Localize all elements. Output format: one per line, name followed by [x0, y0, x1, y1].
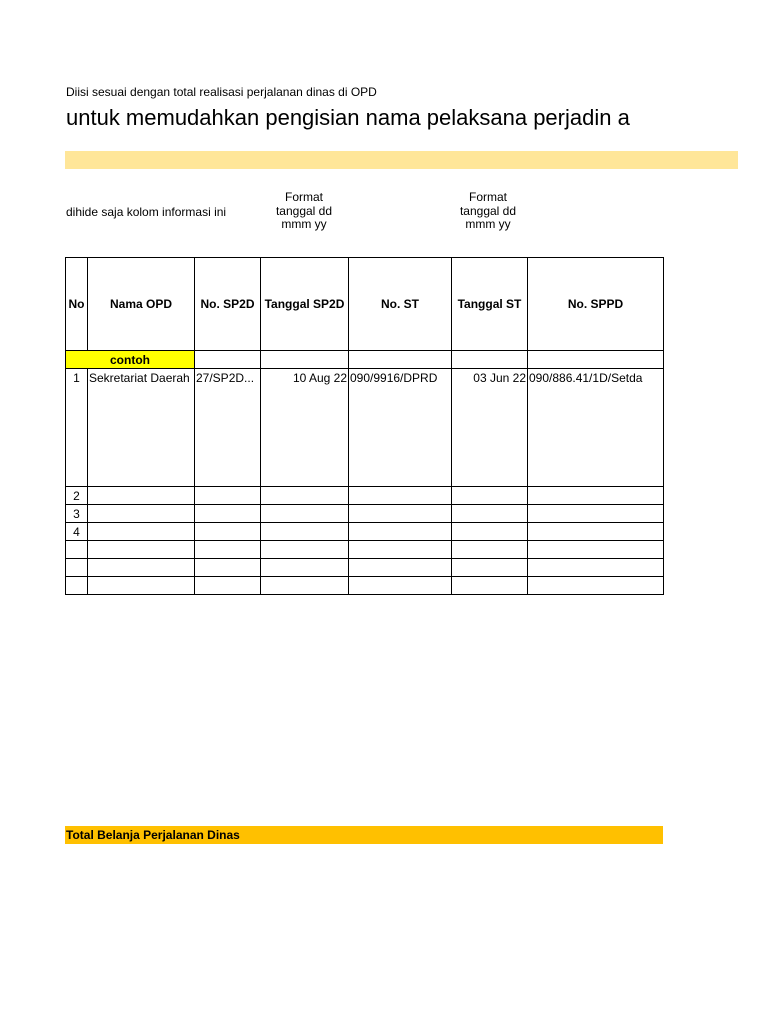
nama-opd-cell[interactable]: Sekretariat Daerah — [88, 369, 195, 487]
row-number[interactable]: 4 — [66, 523, 88, 541]
table-cell[interactable] — [528, 577, 664, 595]
table-cell[interactable] — [452, 523, 528, 541]
table-cell[interactable] — [452, 505, 528, 523]
no-st-cell[interactable]: 090/9916/DPRD — [349, 369, 452, 487]
table-cell[interactable] — [88, 487, 195, 505]
header-no-st[interactable]: No. ST — [349, 258, 452, 351]
row-number[interactable] — [66, 541, 88, 559]
table-cell[interactable] — [528, 351, 664, 369]
table-cell[interactable] — [528, 559, 664, 577]
date-format-note-sp2d: Format tanggal dd mmm yy — [275, 190, 333, 231]
table-cell[interactable] — [88, 559, 195, 577]
table-cell[interactable] — [349, 351, 452, 369]
tanggal-st-cell[interactable]: 03 Jun 22 — [452, 369, 528, 487]
table-cell[interactable] — [88, 577, 195, 595]
table-cell[interactable] — [452, 487, 528, 505]
contoh-row — [66, 351, 664, 369]
table-row — [66, 505, 664, 523]
date-format-note-st: Format tanggal dd mmm yy — [459, 190, 517, 231]
page-title: untuk memudahkan pengisian nama pelaksana perjadin a — [66, 105, 630, 130]
table-row — [66, 369, 664, 487]
table-cell[interactable] — [88, 541, 195, 559]
total-belanja-bar[interactable] — [65, 826, 663, 844]
table-cell[interactable] — [261, 559, 349, 577]
instruction-note: Diisi sesuai dengan total realisasi perjalanan dinas di OPD — [66, 85, 377, 99]
table-cell[interactable] — [349, 577, 452, 595]
table-cell[interactable] — [261, 487, 349, 505]
hide-column-note: dihide saja kolom informasi ini — [66, 205, 227, 219]
header-no[interactable]: No — [66, 258, 88, 351]
table-cell[interactable] — [195, 351, 261, 369]
table-row — [66, 523, 664, 541]
header-no-sppd[interactable]: No. SPPD — [528, 258, 664, 351]
table-cell[interactable] — [528, 487, 664, 505]
table-cell[interactable] — [261, 577, 349, 595]
table-cell[interactable] — [195, 577, 261, 595]
header-nama-opd[interactable]: Nama OPD — [88, 258, 195, 351]
travel-table — [65, 257, 664, 595]
header-tanggal-st[interactable]: Tanggal ST — [452, 258, 528, 351]
row-number[interactable]: 3 — [66, 505, 88, 523]
table-cell[interactable] — [195, 523, 261, 541]
table-cell[interactable] — [349, 487, 452, 505]
table-row — [66, 559, 664, 577]
table-cell[interactable] — [261, 351, 349, 369]
row-number[interactable] — [66, 559, 88, 577]
table-cell[interactable] — [452, 577, 528, 595]
row-number[interactable]: 2 — [66, 487, 88, 505]
table-row — [66, 577, 664, 595]
table-cell[interactable] — [261, 541, 349, 559]
table-cell[interactable] — [349, 505, 452, 523]
row-number[interactable]: 1 — [66, 369, 88, 487]
table-cell[interactable] — [528, 541, 664, 559]
table-cell[interactable] — [452, 541, 528, 559]
title-band — [65, 151, 738, 169]
header-row — [66, 258, 664, 351]
table-cell[interactable] — [349, 523, 452, 541]
table-cell[interactable] — [88, 523, 195, 541]
table-cell[interactable] — [195, 541, 261, 559]
contoh-label[interactable]: contoh — [66, 351, 195, 369]
row-number[interactable] — [66, 577, 88, 595]
table-cell[interactable] — [261, 523, 349, 541]
total-belanja-label: Total Belanja Perjalanan Dinas — [66, 828, 240, 842]
table-cell[interactable] — [349, 541, 452, 559]
no-sp2d-cell[interactable]: 27/SP2D... — [195, 369, 261, 487]
table-cell[interactable] — [349, 559, 452, 577]
header-tanggal-sp2d[interactable]: Tanggal SP2D — [261, 258, 349, 351]
table-row — [66, 541, 664, 559]
table-cell[interactable] — [528, 523, 664, 541]
header-no-sp2d[interactable]: No. SP2D — [195, 258, 261, 351]
table-cell[interactable] — [195, 559, 261, 577]
no-sppd-cell[interactable]: 090/886.41/1D/Setda — [528, 369, 664, 487]
table-cell[interactable] — [261, 505, 349, 523]
table-cell[interactable] — [88, 505, 195, 523]
table-cell[interactable] — [195, 505, 261, 523]
table-row — [66, 487, 664, 505]
tanggal-sp2d-cell[interactable]: 10 Aug 22 — [261, 369, 349, 487]
table-cell[interactable] — [195, 487, 261, 505]
table-cell[interactable] — [528, 505, 664, 523]
table-cell[interactable] — [452, 559, 528, 577]
table-cell[interactable] — [452, 351, 528, 369]
